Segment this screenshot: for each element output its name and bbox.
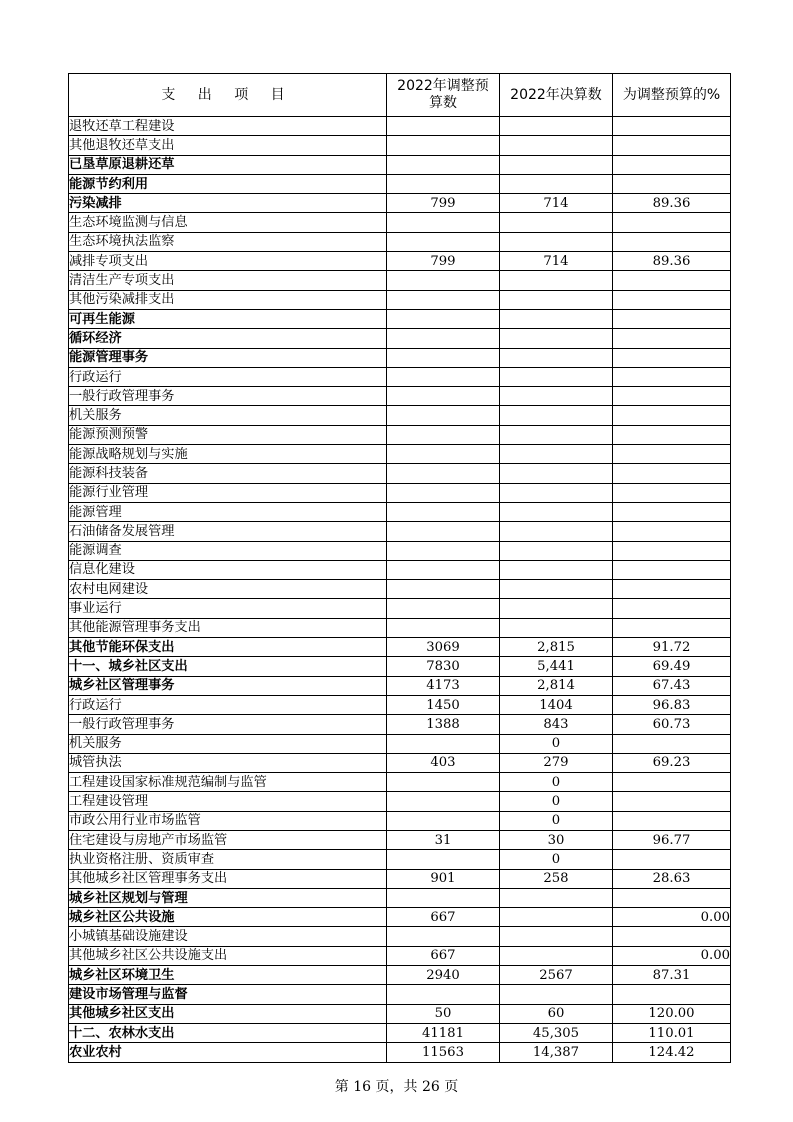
row-item-name: 循环经济 (69, 329, 387, 348)
table-row (69, 695, 731, 714)
row-item-name: 能源行业管理 (69, 483, 387, 502)
table-row (69, 599, 731, 618)
row-percent-value: 69.49 (613, 657, 731, 676)
row-budget-value (387, 464, 500, 483)
row-budget-value (387, 348, 500, 367)
row-final-value (500, 483, 613, 502)
row-final-value (500, 985, 613, 1004)
row-item-name: 能源管理事务 (69, 348, 387, 367)
row-item-name: 退牧还草工程建设 (69, 117, 387, 136)
row-budget-value: 7830 (387, 657, 500, 676)
row-final-value (500, 425, 613, 444)
row-final-value: 1404 (500, 695, 613, 714)
row-percent-value: 28.63 (613, 869, 731, 888)
row-percent-value (613, 290, 731, 309)
row-budget-value (387, 329, 500, 348)
row-item-name: 市政公用行业市场监管 (69, 811, 387, 830)
table-row (69, 329, 731, 348)
row-percent-value (613, 155, 731, 174)
row-budget-value (387, 213, 500, 232)
row-budget-value (387, 502, 500, 521)
table-row (69, 483, 731, 502)
row-item-name: 农村电网建设 (69, 580, 387, 599)
row-budget-value (387, 367, 500, 386)
row-item-name: 可再生能源 (69, 309, 387, 328)
row-percent-value: 96.83 (613, 695, 731, 714)
row-budget-value (387, 483, 500, 502)
row-final-value: 14,387 (500, 1043, 613, 1062)
row-budget-value (387, 522, 500, 541)
table-row (69, 850, 731, 869)
row-budget-value (387, 271, 500, 290)
table-row (69, 1004, 731, 1023)
row-final-value (500, 117, 613, 136)
row-percent-value (613, 348, 731, 367)
table-row (69, 367, 731, 386)
row-percent-value: 89.36 (613, 194, 731, 213)
row-final-value (500, 464, 613, 483)
row-final-value (500, 387, 613, 406)
row-final-value (500, 406, 613, 425)
row-budget-value (387, 599, 500, 618)
row-percent-value (613, 117, 731, 136)
row-budget-value (387, 618, 500, 637)
row-budget-value (387, 155, 500, 174)
row-percent-value (613, 734, 731, 753)
row-budget-value: 2940 (387, 966, 500, 985)
table-row (69, 734, 731, 753)
row-percent-value (613, 136, 731, 155)
table-row (69, 869, 731, 888)
row-budget-value: 799 (387, 252, 500, 271)
table-row (69, 464, 731, 483)
row-budget-value (387, 387, 500, 406)
row-item-name: 一般行政管理事务 (69, 387, 387, 406)
row-percent-value (613, 850, 731, 869)
row-percent-value (613, 367, 731, 386)
row-item-name: 其他城乡社区支出 (69, 1004, 387, 1023)
row-final-value (500, 174, 613, 193)
row-final-value (500, 309, 613, 328)
table-row (69, 502, 731, 521)
row-item-name: 生态环境监测与信息 (69, 213, 387, 232)
row-final-value: 2,814 (500, 676, 613, 695)
row-percent-value (613, 213, 731, 232)
row-percent-value (613, 271, 731, 290)
table-header (69, 74, 731, 117)
table-row (69, 445, 731, 464)
table-row (69, 638, 731, 657)
table-body (69, 117, 731, 1063)
row-item-name: 信息化建设 (69, 560, 387, 579)
row-final-value (500, 136, 613, 155)
table-row (69, 946, 731, 965)
row-item-name: 能源调查 (69, 541, 387, 560)
row-budget-value (387, 560, 500, 579)
row-final-value (500, 580, 613, 599)
table-row (69, 676, 731, 695)
row-item-name: 城乡社区环境卫生 (69, 966, 387, 985)
row-final-value (500, 213, 613, 232)
row-item-name: 其他污染减排支出 (69, 290, 387, 309)
table-row (69, 271, 731, 290)
row-percent-value (613, 174, 731, 193)
row-item-name: 十二、农林水支出 (69, 1023, 387, 1042)
row-percent-value: 67.43 (613, 676, 731, 695)
row-item-name: 城乡社区规划与管理 (69, 888, 387, 907)
row-final-value (500, 522, 613, 541)
row-final-value: 279 (500, 753, 613, 772)
row-final-value (500, 888, 613, 907)
row-final-value (500, 348, 613, 367)
table-row (69, 174, 731, 193)
table-row (69, 811, 731, 830)
table-row (69, 1023, 731, 1042)
row-final-value (500, 502, 613, 521)
page-footer: 第 16 页，共 26 页 (334, 1079, 459, 1095)
row-item-name: 已垦草原退耕还草 (69, 155, 387, 174)
row-final-value: 0 (500, 811, 613, 830)
row-percent-value: 0.00 (613, 908, 731, 927)
row-budget-value: 4173 (387, 676, 500, 695)
row-budget-value (387, 985, 500, 1004)
row-item-name: 减排专项支出 (69, 252, 387, 271)
row-final-value: 5,441 (500, 657, 613, 676)
row-percent-value: 96.77 (613, 830, 731, 849)
row-budget-value: 901 (387, 869, 500, 888)
row-budget-value (387, 580, 500, 599)
table-row (69, 966, 731, 985)
row-final-value (500, 618, 613, 637)
row-percent-value: 124.42 (613, 1043, 731, 1062)
row-final-value: 0 (500, 850, 613, 869)
header-row (69, 74, 731, 117)
table-row (69, 830, 731, 849)
row-percent-value (613, 406, 731, 425)
row-item-name: 城管执法 (69, 753, 387, 772)
row-percent-value: 89.36 (613, 252, 731, 271)
table-row (69, 309, 731, 328)
table-row (69, 888, 731, 907)
table-row (69, 232, 731, 251)
row-percent-value (613, 309, 731, 328)
row-final-value (500, 599, 613, 618)
row-percent-value (613, 387, 731, 406)
table-row (69, 560, 731, 579)
header-item: 支 出 项 目 (69, 74, 387, 117)
header-budget: 2022年调整预算数 (387, 74, 500, 117)
row-percent-value (613, 522, 731, 541)
row-budget-value (387, 309, 500, 328)
row-percent-value (613, 464, 731, 483)
row-percent-value (613, 985, 731, 1004)
row-budget-value: 50 (387, 1004, 500, 1023)
row-percent-value: 110.01 (613, 1023, 731, 1042)
row-item-name: 其他节能环保支出 (69, 638, 387, 657)
row-percent-value (613, 560, 731, 579)
row-item-name: 其他能源管理事务支出 (69, 618, 387, 637)
table-row (69, 715, 731, 734)
row-budget-value: 11563 (387, 1043, 500, 1062)
row-item-name: 建设市场管理与监督 (69, 985, 387, 1004)
row-budget-value: 799 (387, 194, 500, 213)
row-budget-value (387, 406, 500, 425)
table-row (69, 792, 731, 811)
row-percent-value (613, 811, 731, 830)
row-item-name: 行政运行 (69, 367, 387, 386)
row-budget-value: 31 (387, 830, 500, 849)
table-row (69, 985, 731, 1004)
row-item-name: 其他城乡社区管理事务支出 (69, 869, 387, 888)
row-item-name: 能源科技装备 (69, 464, 387, 483)
row-percent-value (613, 232, 731, 251)
row-budget-value (387, 174, 500, 193)
row-final-value: 0 (500, 734, 613, 753)
row-item-name: 能源节约利用 (69, 174, 387, 193)
row-budget-value (387, 850, 500, 869)
row-final-value: 60 (500, 1004, 613, 1023)
row-budget-value: 403 (387, 753, 500, 772)
row-percent-value (613, 792, 731, 811)
row-final-value: 843 (500, 715, 613, 734)
row-final-value: 0 (500, 792, 613, 811)
row-percent-value: 60.73 (613, 715, 731, 734)
row-item-name: 住宅建设与房地产市场监管 (69, 830, 387, 849)
row-item-name: 小城镇基础设施建设 (69, 927, 387, 946)
row-budget-value (387, 290, 500, 309)
row-budget-value: 667 (387, 908, 500, 927)
row-budget-value (387, 136, 500, 155)
row-final-value: 2567 (500, 966, 613, 985)
table-row (69, 387, 731, 406)
row-item-name: 农业农村 (69, 1043, 387, 1062)
row-item-name: 机关服务 (69, 734, 387, 753)
row-final-value: 2,815 (500, 638, 613, 657)
row-budget-value: 41181 (387, 1023, 500, 1042)
row-item-name: 生态环境执法监察 (69, 232, 387, 251)
row-item-name: 其他退牧还草支出 (69, 136, 387, 155)
table-row (69, 290, 731, 309)
row-budget-value (387, 541, 500, 560)
row-percent-value (613, 618, 731, 637)
row-final-value (500, 155, 613, 174)
row-item-name: 城乡社区管理事务 (69, 676, 387, 695)
table-row (69, 348, 731, 367)
table-row (69, 657, 731, 676)
table-row (69, 580, 731, 599)
row-percent-value (613, 773, 731, 792)
header-final: 2022年决算数 (500, 74, 613, 117)
row-budget-value (387, 773, 500, 792)
row-final-value (500, 290, 613, 309)
row-percent-value (613, 888, 731, 907)
row-percent-value: 69.23 (613, 753, 731, 772)
row-final-value (500, 908, 613, 927)
header-percent: 为调整预算的% (613, 74, 731, 117)
row-item-name: 能源管理 (69, 502, 387, 521)
table-row (69, 213, 731, 232)
row-budget-value (387, 445, 500, 464)
row-percent-value (613, 483, 731, 502)
row-budget-value: 667 (387, 946, 500, 965)
row-final-value: 258 (500, 869, 613, 888)
row-percent-value (613, 445, 731, 464)
table-row (69, 753, 731, 772)
table-row (69, 541, 731, 560)
row-percent-value: 120.00 (613, 1004, 731, 1023)
expenditure-table (68, 73, 731, 1063)
row-percent-value (613, 502, 731, 521)
row-budget-value (387, 927, 500, 946)
row-item-name: 十一、城乡社区支出 (69, 657, 387, 676)
row-final-value (500, 560, 613, 579)
row-final-value (500, 927, 613, 946)
table-row (69, 406, 731, 425)
row-item-name: 工程建设国家标准规范编制与监管 (69, 773, 387, 792)
table-row (69, 773, 731, 792)
table-row (69, 425, 731, 444)
row-item-name: 行政运行 (69, 695, 387, 714)
table-row (69, 117, 731, 136)
row-final-value (500, 946, 613, 965)
row-final-value (500, 232, 613, 251)
row-percent-value (613, 329, 731, 348)
row-item-name: 事业运行 (69, 599, 387, 618)
row-item-name: 石油储备发展管理 (69, 522, 387, 541)
row-budget-value (387, 425, 500, 444)
row-budget-value (387, 232, 500, 251)
row-item-name: 一般行政管理事务 (69, 715, 387, 734)
row-item-name: 能源预测预警 (69, 425, 387, 444)
row-budget-value (387, 117, 500, 136)
row-final-value (500, 445, 613, 464)
row-item-name: 城乡社区公共设施 (69, 908, 387, 927)
row-budget-value: 3069 (387, 638, 500, 657)
row-percent-value (613, 580, 731, 599)
row-budget-value (387, 792, 500, 811)
row-item-name: 其他城乡社区公共设施支出 (69, 946, 387, 965)
table-row (69, 252, 731, 271)
row-final-value: 714 (500, 194, 613, 213)
row-budget-value (387, 734, 500, 753)
row-final-value: 0 (500, 773, 613, 792)
row-budget-value (387, 811, 500, 830)
row-budget-value: 1450 (387, 695, 500, 714)
row-item-name: 工程建设管理 (69, 792, 387, 811)
row-final-value: 30 (500, 830, 613, 849)
row-final-value (500, 329, 613, 348)
row-percent-value (613, 927, 731, 946)
table-row (69, 1043, 731, 1062)
row-final-value (500, 541, 613, 560)
table-row (69, 908, 731, 927)
row-item-name: 污染减排 (69, 194, 387, 213)
row-percent-value: 0.00 (613, 946, 731, 965)
row-budget-value (387, 888, 500, 907)
table-row (69, 522, 731, 541)
table-row (69, 194, 731, 213)
row-percent-value: 91.72 (613, 638, 731, 657)
row-budget-value: 1388 (387, 715, 500, 734)
row-percent-value (613, 599, 731, 618)
row-final-value (500, 367, 613, 386)
row-item-name: 清洁生产专项支出 (69, 271, 387, 290)
table-row (69, 155, 731, 174)
row-final-value: 714 (500, 252, 613, 271)
table-row (69, 136, 731, 155)
row-final-value (500, 271, 613, 290)
row-item-name: 能源战略规划与实施 (69, 445, 387, 464)
row-final-value: 45,305 (500, 1023, 613, 1042)
table-row (69, 927, 731, 946)
row-item-name: 机关服务 (69, 406, 387, 425)
table-row (69, 618, 731, 637)
row-percent-value (613, 541, 731, 560)
row-percent-value: 87.31 (613, 966, 731, 985)
row-percent-value (613, 425, 731, 444)
row-item-name: 执业资格注册、资质审查 (69, 850, 387, 869)
